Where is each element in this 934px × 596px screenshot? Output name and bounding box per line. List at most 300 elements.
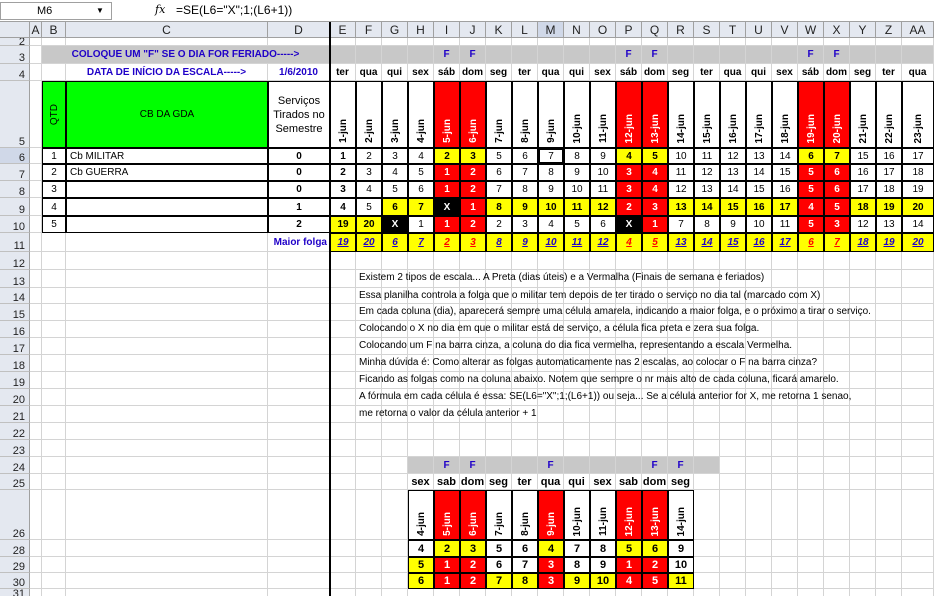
grid-cell[interactable] xyxy=(30,288,42,304)
grid-cell[interactable] xyxy=(824,573,850,589)
grid-cell[interactable] xyxy=(330,474,356,490)
column-header-O[interactable]: O xyxy=(590,22,616,38)
grid-cell[interactable] xyxy=(798,474,824,490)
grid-cell[interactable] xyxy=(616,252,642,270)
maior-folga-cell[interactable]: 6 xyxy=(382,233,408,252)
maior-folga-cell[interactable]: 11 xyxy=(564,233,590,252)
grid-cell[interactable] xyxy=(66,557,268,573)
name-cell[interactable]: Cb MILITAR xyxy=(66,148,268,164)
grid-cell[interactable] xyxy=(268,406,330,423)
grid-cell[interactable] xyxy=(330,389,356,406)
grid-cell[interactable] xyxy=(772,321,798,338)
folga-cell[interactable]: 5 xyxy=(408,164,434,181)
mini-folga-cell[interactable]: 8 xyxy=(590,540,616,557)
grid-cell[interactable] xyxy=(902,557,934,573)
mini-folga-cell[interactable]: 3 xyxy=(538,557,564,573)
row-header-14[interactable]: 14 xyxy=(0,288,30,304)
chevron-down-icon[interactable]: ▼ xyxy=(96,6,104,15)
grid-cell[interactable] xyxy=(330,423,356,440)
row-header-25[interactable]: 25 xyxy=(0,474,30,490)
grid-cell[interactable] xyxy=(746,457,772,474)
folga-cell[interactable]: 10 xyxy=(746,216,772,233)
grid-cell[interactable] xyxy=(902,474,934,490)
grid-cell[interactable] xyxy=(746,573,772,589)
mini-folga-cell[interactable]: 2 xyxy=(460,573,486,589)
grid-cell[interactable] xyxy=(66,389,268,406)
grid-cell[interactable] xyxy=(30,355,42,372)
grid-cell[interactable] xyxy=(876,406,902,423)
grid-cell[interactable] xyxy=(590,38,616,46)
holiday-flag-cell[interactable] xyxy=(512,46,538,64)
grid-cell[interactable] xyxy=(694,440,720,457)
grid-cell[interactable] xyxy=(798,423,824,440)
column-header-R[interactable]: R xyxy=(668,22,694,38)
grid-cell[interactable] xyxy=(850,406,876,423)
row-header-11[interactable]: 11 xyxy=(0,233,30,252)
grid-cell[interactable] xyxy=(668,406,694,423)
grid-cell[interactable] xyxy=(30,81,42,148)
folga-cell[interactable]: 10 xyxy=(564,181,590,198)
grid-cell[interactable] xyxy=(66,338,268,355)
folga-cell[interactable]: 6 xyxy=(798,148,824,164)
folga-cell[interactable]: 2 xyxy=(460,216,486,233)
grid-cell[interactable] xyxy=(66,321,268,338)
grid-cell[interactable] xyxy=(268,304,330,321)
folga-cell[interactable]: 2 xyxy=(356,148,382,164)
grid-cell[interactable] xyxy=(538,423,564,440)
grid-cell[interactable] xyxy=(746,490,772,540)
folga-cell[interactable]: 3 xyxy=(460,148,486,164)
grid-cell[interactable] xyxy=(434,589,460,596)
grid-cell[interactable] xyxy=(902,288,934,304)
folga-cell[interactable]: 3 xyxy=(616,181,642,198)
folga-cell[interactable]: 8 xyxy=(512,181,538,198)
grid-cell[interactable] xyxy=(268,355,330,372)
grid-cell[interactable] xyxy=(694,423,720,440)
servicos-count-cell[interactable]: 0 xyxy=(268,164,330,181)
grid-cell[interactable] xyxy=(382,490,408,540)
grid-cell[interactable] xyxy=(30,338,42,355)
row-header-26[interactable]: 26 xyxy=(0,490,30,540)
grid-cell[interactable] xyxy=(694,38,720,46)
grid-cell[interactable] xyxy=(720,423,746,440)
mini-holiday-flag[interactable] xyxy=(616,457,642,474)
grid-cell[interactable] xyxy=(616,589,642,596)
grid-cell[interactable] xyxy=(330,573,356,589)
maior-folga-cell[interactable]: 19 xyxy=(330,233,356,252)
grid-cell[interactable] xyxy=(824,406,850,423)
qtd-cell[interactable]: 2 xyxy=(42,164,66,181)
folga-cell[interactable]: 7 xyxy=(512,164,538,181)
row-header-19[interactable]: 19 xyxy=(0,372,30,389)
grid-cell[interactable] xyxy=(66,252,268,270)
maior-folga-cell[interactable]: 19 xyxy=(876,233,902,252)
grid-cell[interactable] xyxy=(356,589,382,596)
grid-cell[interactable] xyxy=(268,38,330,46)
name-cell[interactable] xyxy=(66,181,268,198)
grid-cell[interactable] xyxy=(330,540,356,557)
folga-cell[interactable]: 19 xyxy=(330,216,356,233)
grid-cell[interactable] xyxy=(616,38,642,46)
holiday-flag-cell[interactable] xyxy=(746,46,772,64)
mini-folga-cell[interactable]: 1 xyxy=(616,557,642,573)
qtd-cell[interactable]: 4 xyxy=(42,198,66,216)
grid-cell[interactable] xyxy=(720,38,746,46)
row-header-31[interactable]: 31 xyxy=(0,589,30,596)
folga-cell[interactable]: 3 xyxy=(330,181,356,198)
grid-cell[interactable] xyxy=(850,389,876,406)
mini-folga-cell[interactable]: 2 xyxy=(434,540,460,557)
grid-cell[interactable] xyxy=(356,38,382,46)
grid-cell[interactable] xyxy=(30,474,42,490)
mini-holiday-flag[interactable]: F xyxy=(460,457,486,474)
grid-cell[interactable] xyxy=(798,406,824,423)
column-header-Q[interactable]: Q xyxy=(642,22,668,38)
grid-cell[interactable] xyxy=(798,540,824,557)
mini-folga-cell[interactable]: 4 xyxy=(538,540,564,557)
column-header-W[interactable]: W xyxy=(798,22,824,38)
grid-cell[interactable] xyxy=(824,252,850,270)
grid-cell[interactable] xyxy=(30,557,42,573)
grid-cell[interactable] xyxy=(66,573,268,589)
folga-cell[interactable]: 11 xyxy=(772,216,798,233)
folga-cell[interactable]: 4 xyxy=(330,198,356,216)
grid-cell[interactable] xyxy=(720,440,746,457)
folga-cell[interactable]: X xyxy=(616,216,642,233)
grid-cell[interactable] xyxy=(330,304,356,321)
grid-cell[interactable] xyxy=(538,252,564,270)
grid-cell[interactable] xyxy=(850,321,876,338)
grid-cell[interactable] xyxy=(798,490,824,540)
mini-holiday-flag[interactable] xyxy=(694,457,720,474)
name-cell[interactable] xyxy=(66,198,268,216)
grid-cell[interactable] xyxy=(30,38,42,46)
grid-cell[interactable] xyxy=(902,540,934,557)
grid-cell[interactable] xyxy=(746,540,772,557)
folga-cell[interactable]: 5 xyxy=(798,164,824,181)
grid-cell[interactable] xyxy=(850,589,876,596)
folga-cell[interactable]: 16 xyxy=(876,148,902,164)
holiday-flag-cell[interactable] xyxy=(668,46,694,64)
folga-cell[interactable]: 8 xyxy=(538,164,564,181)
mini-folga-cell[interactable]: 5 xyxy=(642,573,668,589)
folga-cell[interactable]: 15 xyxy=(720,198,746,216)
grid-cell[interactable] xyxy=(382,540,408,557)
row-header-28[interactable]: 28 xyxy=(0,540,30,557)
mini-holiday-flag[interactable] xyxy=(408,457,434,474)
folga-cell[interactable]: 15 xyxy=(850,148,876,164)
grid-cell[interactable] xyxy=(330,490,356,540)
grid-cell[interactable] xyxy=(356,440,382,457)
grid-cell[interactable] xyxy=(720,474,746,490)
grid-cell[interactable] xyxy=(42,288,66,304)
grid-cell[interactable] xyxy=(66,423,268,440)
grid-cell[interactable] xyxy=(876,589,902,596)
grid-cell[interactable] xyxy=(746,474,772,490)
grid-cell[interactable] xyxy=(30,389,42,406)
folga-cell[interactable]: 5 xyxy=(642,148,668,164)
folga-cell[interactable]: 9 xyxy=(720,216,746,233)
grid-cell[interactable] xyxy=(42,589,66,596)
row-header-9[interactable]: 9 xyxy=(0,198,30,216)
column-header-N[interactable]: N xyxy=(564,22,590,38)
folga-cell[interactable]: 1 xyxy=(642,216,668,233)
mini-folga-cell[interactable]: 9 xyxy=(590,557,616,573)
folga-cell[interactable]: 7 xyxy=(538,148,564,164)
grid-cell[interactable] xyxy=(590,440,616,457)
grid-cell[interactable] xyxy=(42,406,66,423)
maior-folga-cell[interactable]: 3 xyxy=(460,233,486,252)
grid-cell[interactable] xyxy=(590,252,616,270)
folga-cell[interactable]: 15 xyxy=(746,181,772,198)
column-header-Y[interactable]: Y xyxy=(850,22,876,38)
mini-folga-cell[interactable]: 1 xyxy=(434,557,460,573)
maior-folga-cell[interactable]: 14 xyxy=(694,233,720,252)
grid-cell[interactable] xyxy=(850,355,876,372)
grid-cell[interactable] xyxy=(876,321,902,338)
grid-cell[interactable] xyxy=(850,270,876,288)
mini-folga-cell[interactable]: 3 xyxy=(460,540,486,557)
grid-cell[interactable] xyxy=(66,372,268,389)
row-header-30[interactable]: 30 xyxy=(0,573,30,589)
grid-cell[interactable] xyxy=(30,457,42,474)
mini-holiday-flag[interactable]: F xyxy=(642,457,668,474)
row-header-17[interactable]: 17 xyxy=(0,338,30,355)
grid-cell[interactable] xyxy=(30,321,42,338)
grid-cell[interactable] xyxy=(30,440,42,457)
grid-cell[interactable] xyxy=(902,270,934,288)
grid-cell[interactable] xyxy=(798,38,824,46)
row-header-2[interactable]: 2 xyxy=(0,38,30,46)
folga-cell[interactable]: 5 xyxy=(798,181,824,198)
maior-folga-cell[interactable]: 9 xyxy=(512,233,538,252)
mini-holiday-flag[interactable] xyxy=(564,457,590,474)
grid-cell[interactable] xyxy=(330,338,356,355)
grid-cell[interactable] xyxy=(746,423,772,440)
mini-folga-cell[interactable]: 6 xyxy=(486,557,512,573)
folga-cell[interactable]: 18 xyxy=(876,181,902,198)
grid-cell[interactable] xyxy=(356,490,382,540)
column-header-C[interactable]: C xyxy=(66,22,268,38)
folga-cell[interactable]: 4 xyxy=(538,216,564,233)
folga-cell[interactable]: 7 xyxy=(668,216,694,233)
grid-cell[interactable] xyxy=(538,589,564,596)
grid-cell[interactable] xyxy=(66,355,268,372)
grid-cell[interactable] xyxy=(876,270,902,288)
folga-cell[interactable]: X xyxy=(434,198,460,216)
grid-cell[interactable] xyxy=(772,252,798,270)
grid-cell[interactable] xyxy=(876,540,902,557)
row-header-23[interactable]: 23 xyxy=(0,440,30,457)
grid-cell[interactable] xyxy=(564,423,590,440)
grid-cell[interactable] xyxy=(824,589,850,596)
grid-cell[interactable] xyxy=(564,406,590,423)
folga-cell[interactable]: 12 xyxy=(668,181,694,198)
folga-cell[interactable]: 8 xyxy=(564,148,590,164)
folga-cell[interactable]: 6 xyxy=(408,181,434,198)
folga-cell[interactable]: 4 xyxy=(798,198,824,216)
grid-cell[interactable] xyxy=(538,406,564,423)
grid-cell[interactable] xyxy=(668,38,694,46)
holiday-flag-cell[interactable] xyxy=(590,46,616,64)
grid-cell[interactable] xyxy=(772,589,798,596)
grid-cell[interactable] xyxy=(902,406,934,423)
mini-folga-cell[interactable]: 9 xyxy=(564,573,590,589)
grid-cell[interactable] xyxy=(668,589,694,596)
grid-cell[interactable] xyxy=(30,304,42,321)
grid-cell[interactable] xyxy=(512,440,538,457)
grid-cell[interactable] xyxy=(720,573,746,589)
maior-folga-cell[interactable]: 20 xyxy=(902,233,934,252)
row-header-13[interactable]: 13 xyxy=(0,270,30,288)
folga-cell[interactable]: 2 xyxy=(330,164,356,181)
column-header-Z[interactable]: Z xyxy=(876,22,902,38)
grid-cell[interactable] xyxy=(876,355,902,372)
folga-cell[interactable]: 11 xyxy=(694,148,720,164)
grid-cell[interactable] xyxy=(850,457,876,474)
maior-folga-cell[interactable]: 7 xyxy=(824,233,850,252)
grid-cell[interactable] xyxy=(720,540,746,557)
folga-cell[interactable]: 7 xyxy=(824,148,850,164)
grid-cell[interactable] xyxy=(382,573,408,589)
grid-cell[interactable] xyxy=(902,573,934,589)
grid-cell[interactable] xyxy=(268,423,330,440)
folga-cell[interactable]: 2 xyxy=(460,181,486,198)
mini-folga-cell[interactable]: 11 xyxy=(668,573,694,589)
grid-cell[interactable] xyxy=(42,457,66,474)
holiday-flag-cell[interactable] xyxy=(330,46,356,64)
mini-folga-cell[interactable]: 6 xyxy=(642,540,668,557)
grid-cell[interactable] xyxy=(330,457,356,474)
mini-folga-cell[interactable]: 5 xyxy=(486,540,512,557)
folga-cell[interactable]: 15 xyxy=(772,164,798,181)
grid-cell[interactable] xyxy=(876,474,902,490)
grid-cell[interactable] xyxy=(772,490,798,540)
grid-cell[interactable] xyxy=(850,288,876,304)
folga-cell[interactable]: 9 xyxy=(512,198,538,216)
grid-cell[interactable] xyxy=(876,490,902,540)
grid-cell[interactable] xyxy=(876,288,902,304)
grid-cell[interactable] xyxy=(42,38,66,46)
grid-cell[interactable] xyxy=(798,321,824,338)
servicos-count-cell[interactable]: 2 xyxy=(268,216,330,233)
grid-cell[interactable] xyxy=(66,474,268,490)
qtd-cell[interactable]: 1 xyxy=(42,148,66,164)
grid-cell[interactable] xyxy=(30,148,42,164)
folga-cell[interactable]: 2 xyxy=(460,164,486,181)
row-header-3[interactable]: 3 xyxy=(0,46,30,64)
grid-cell[interactable] xyxy=(798,252,824,270)
mini-holiday-flag[interactable] xyxy=(590,457,616,474)
grid-cell[interactable] xyxy=(824,355,850,372)
folga-cell[interactable]: 12 xyxy=(850,216,876,233)
folga-cell[interactable]: 3 xyxy=(616,164,642,181)
grid-cell[interactable] xyxy=(30,423,42,440)
grid-cell[interactable] xyxy=(356,474,382,490)
grid-cell[interactable] xyxy=(824,540,850,557)
grid-cell[interactable] xyxy=(330,321,356,338)
folga-cell[interactable]: 5 xyxy=(356,198,382,216)
grid-cell[interactable] xyxy=(824,457,850,474)
column-header-B[interactable]: B xyxy=(42,22,66,38)
grid-cell[interactable] xyxy=(564,38,590,46)
mini-folga-cell[interactable]: 6 xyxy=(512,540,538,557)
grid-cell[interactable] xyxy=(746,252,772,270)
holiday-flag-cell[interactable] xyxy=(694,46,720,64)
grid-cell[interactable] xyxy=(30,198,42,216)
column-header-K[interactable]: K xyxy=(486,22,512,38)
folga-cell[interactable]: 4 xyxy=(356,181,382,198)
folga-cell[interactable]: 13 xyxy=(876,216,902,233)
grid-cell[interactable] xyxy=(460,440,486,457)
grid-cell[interactable] xyxy=(408,38,434,46)
grid-cell[interactable] xyxy=(66,406,268,423)
grid-cell[interactable] xyxy=(30,490,42,540)
grid-cell[interactable] xyxy=(30,540,42,557)
grid-cell[interactable] xyxy=(902,338,934,355)
folga-cell[interactable]: 14 xyxy=(746,164,772,181)
holiday-flag-cell[interactable] xyxy=(538,46,564,64)
grid-cell[interactable] xyxy=(876,389,902,406)
grid-cell[interactable] xyxy=(42,557,66,573)
column-header-A[interactable]: A xyxy=(30,22,42,38)
grid-cell[interactable] xyxy=(30,181,42,198)
grid-cell[interactable] xyxy=(876,252,902,270)
grid-cell[interactable] xyxy=(486,38,512,46)
holiday-flag-cell[interactable] xyxy=(408,46,434,64)
grid-cell[interactable] xyxy=(42,389,66,406)
servicos-count-cell[interactable]: 1 xyxy=(268,198,330,216)
grid-cell[interactable] xyxy=(460,423,486,440)
column-header-AA[interactable]: AA xyxy=(902,22,934,38)
grid-cell[interactable] xyxy=(824,321,850,338)
grid-cell[interactable] xyxy=(850,252,876,270)
grid-cell[interactable] xyxy=(642,589,668,596)
folga-cell[interactable]: 9 xyxy=(564,164,590,181)
grid-cell[interactable] xyxy=(772,406,798,423)
grid-cell[interactable] xyxy=(642,406,668,423)
grid-cell[interactable] xyxy=(798,573,824,589)
grid-cell[interactable] xyxy=(382,440,408,457)
name-cell[interactable]: Cb GUERRA xyxy=(66,164,268,181)
maior-folga-cell[interactable]: 5 xyxy=(642,233,668,252)
mini-folga-cell[interactable]: 7 xyxy=(486,573,512,589)
mini-holiday-flag[interactable] xyxy=(512,457,538,474)
folga-cell[interactable]: 13 xyxy=(694,181,720,198)
grid-cell[interactable] xyxy=(66,540,268,557)
holiday-flag-cell[interactable] xyxy=(720,46,746,64)
name-cell[interactable] xyxy=(66,216,268,233)
folga-cell[interactable]: 1 xyxy=(434,216,460,233)
grid-cell[interactable] xyxy=(642,423,668,440)
folga-cell[interactable]: 11 xyxy=(668,164,694,181)
grid-cell[interactable] xyxy=(268,372,330,389)
folga-cell[interactable]: 13 xyxy=(720,164,746,181)
grid-cell[interactable] xyxy=(66,589,268,596)
mini-holiday-flag[interactable] xyxy=(486,457,512,474)
grid-cell[interactable] xyxy=(720,589,746,596)
holiday-flag-cell[interactable]: F xyxy=(460,46,486,64)
grid-cell[interactable] xyxy=(42,321,66,338)
column-header-J[interactable]: J xyxy=(460,22,486,38)
grid-cell[interactable] xyxy=(382,423,408,440)
folga-cell[interactable]: 7 xyxy=(408,198,434,216)
holiday-flag-cell[interactable]: F xyxy=(642,46,668,64)
grid-cell[interactable] xyxy=(330,355,356,372)
grid-cell[interactable] xyxy=(902,355,934,372)
mini-folga-cell[interactable]: 10 xyxy=(590,573,616,589)
holiday-flag-cell[interactable] xyxy=(356,46,382,64)
